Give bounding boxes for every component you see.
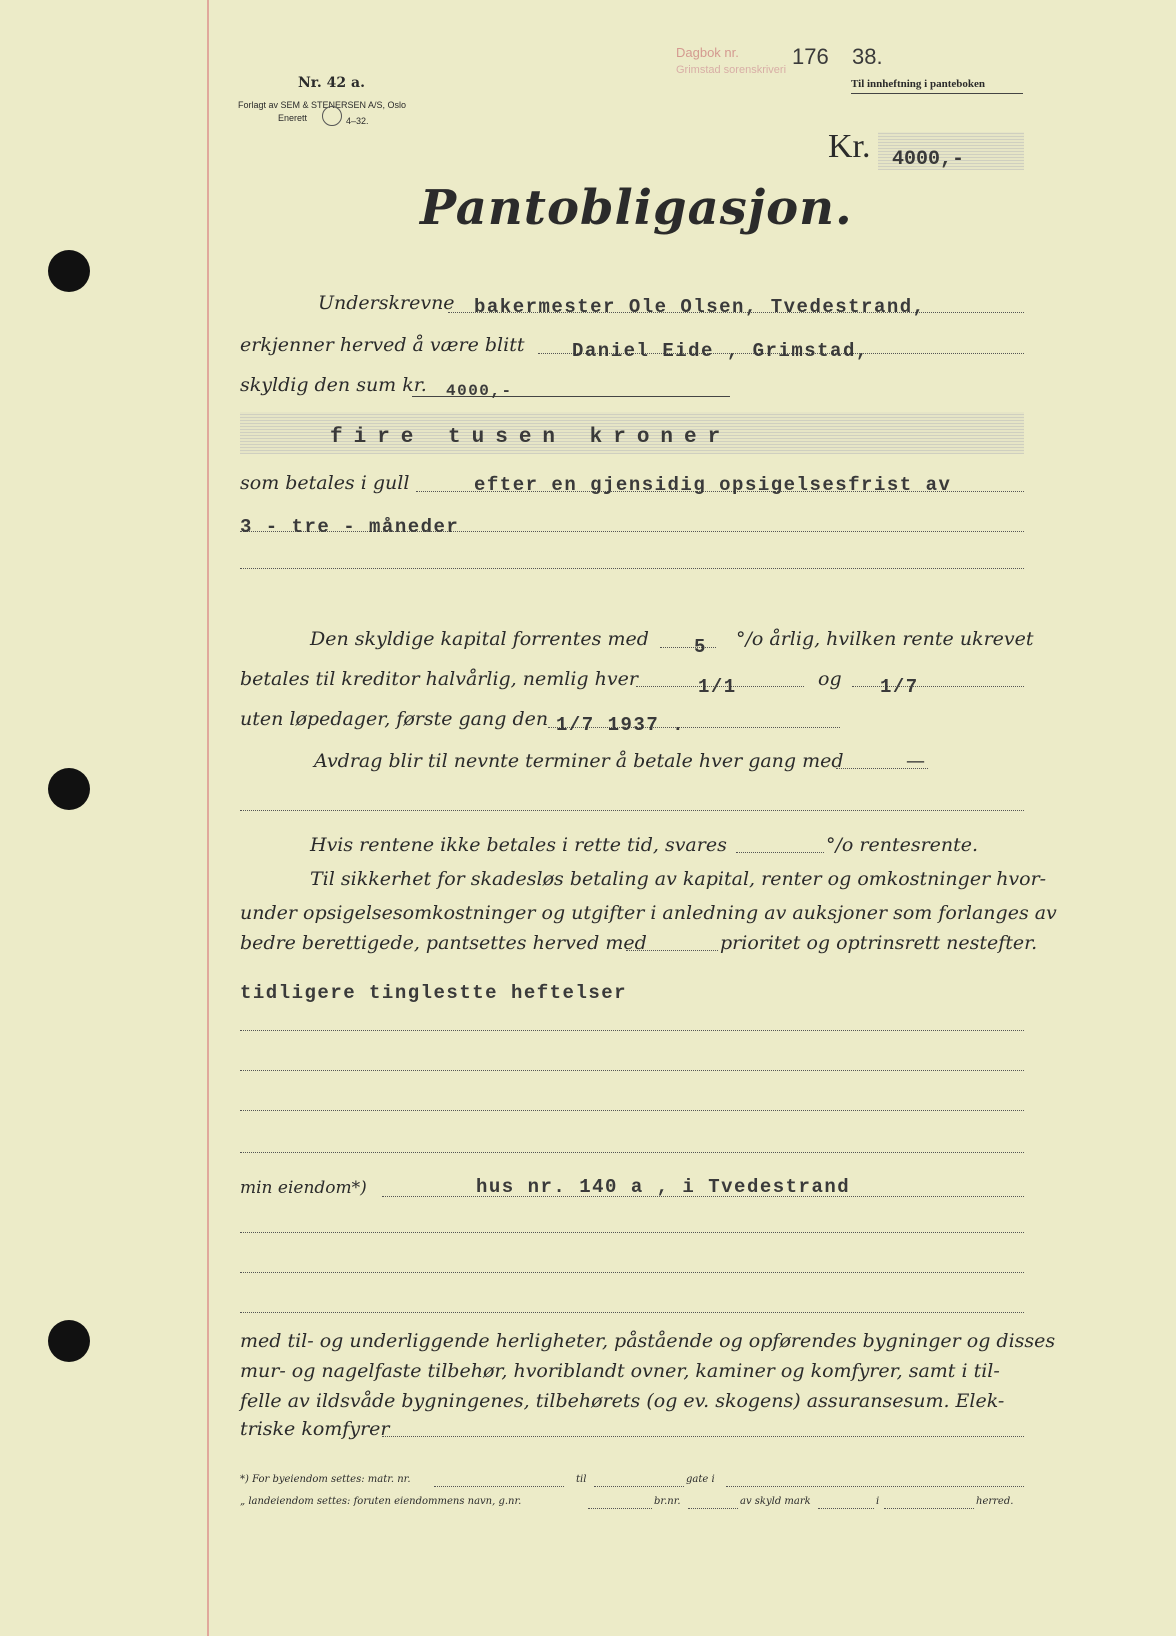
interest-date-1: 1/1 bbox=[698, 676, 737, 698]
footnote-1b: til bbox=[576, 1474, 587, 1485]
publisher-logo-icon bbox=[322, 106, 342, 126]
page-title: Pantobligasjon. bbox=[420, 180, 853, 236]
fill-line bbox=[688, 1508, 738, 1509]
payable-value-2: 3 - tre - måneder bbox=[240, 516, 460, 538]
margin-rule bbox=[207, 0, 209, 1636]
punch-hole bbox=[48, 250, 90, 292]
publisher-enerett: Enerett bbox=[278, 113, 308, 123]
fill-line bbox=[240, 1232, 1024, 1233]
footnote-2c: av skyld mark bbox=[740, 1496, 811, 1507]
sum-label: skyldig den sum kr. bbox=[240, 374, 427, 396]
fill-line bbox=[726, 1486, 1024, 1487]
fill-line bbox=[240, 568, 1024, 569]
interest-og: og bbox=[818, 668, 842, 690]
interest-rate: 5 bbox=[694, 636, 707, 658]
footnote-1c: gate i bbox=[686, 1474, 715, 1485]
fill-line bbox=[240, 1110, 1024, 1111]
late-interest-b: °/o rentesrente. bbox=[826, 834, 979, 856]
kr-amount: 4000,- bbox=[892, 148, 965, 171]
publisher-line: Forlagt av SEM & STENERSEN A/S, Oslo bbox=[238, 100, 407, 110]
doc-number: 176 bbox=[792, 44, 829, 69]
interest-line-2a: betales til kreditor halvårlig, nemlig hver bbox=[240, 668, 638, 690]
fill-line bbox=[240, 1312, 1024, 1313]
fill-line bbox=[594, 1486, 684, 1487]
prior-value: tidligere tinglestte heftelser bbox=[240, 982, 628, 1004]
footnote-2b: br.nr. bbox=[654, 1496, 681, 1507]
creditor-value: Daniel Eide , Grimstad, bbox=[572, 340, 869, 362]
undersigned-value: bakermester Ole Olsen, Tvedestrand, bbox=[474, 296, 926, 318]
form-number: Nr. 42 a. bbox=[298, 75, 365, 91]
register-note: Til innheftning i panteboken bbox=[851, 78, 985, 90]
punch-hole bbox=[48, 768, 90, 810]
interest-line-1b: °/o årlig, hvilken rente ukrevet bbox=[736, 628, 1034, 650]
stamp-dagbok: Dagbok nr. bbox=[676, 45, 739, 60]
property-label: min eiendom*) bbox=[240, 1178, 367, 1198]
acknowledge-label: erkjenner herved å være blitt bbox=[240, 334, 525, 356]
footnote-2d: i bbox=[876, 1496, 880, 1507]
closing-line-1: med til- og underliggende herligheter, påstående og opførendes bygninger og disses bbox=[240, 1330, 1056, 1352]
closing-line-3: felle av ildsvåde bygningenes, tilbehørets (og ev. skogens) assuransesum. Elek- bbox=[240, 1390, 1005, 1412]
undersigned-label: Underskrevne bbox=[318, 292, 455, 314]
fill-line bbox=[736, 852, 824, 853]
stamp-court: Grimstad sorenskriveri bbox=[676, 64, 787, 76]
installment-label: Avdrag blir til nevnte terminer å betale hver gang med bbox=[314, 750, 844, 772]
payable-value-1: efter en gjensidig opsigelsesfrist av bbox=[474, 474, 952, 496]
fill-line bbox=[240, 1030, 1024, 1031]
fill-line bbox=[852, 686, 1024, 687]
security-line-2: under opsigelsesomkostninger og utgifter i anledning av auksjoner som forlanges av bbox=[240, 902, 1057, 924]
closing-line-4: triske komfyrer bbox=[240, 1418, 390, 1440]
fill-line bbox=[884, 1508, 974, 1509]
fill-line bbox=[382, 1436, 1024, 1437]
security-line-3a: bedre berettigede, pantsettes herved med bbox=[240, 932, 647, 954]
doc-year: 38. bbox=[852, 44, 883, 69]
fill-line bbox=[240, 1272, 1024, 1273]
payable-label: som betales i gull bbox=[240, 472, 410, 494]
fill-line bbox=[240, 810, 1024, 811]
fill-line bbox=[660, 647, 716, 648]
footnote-2a: „ landeiendom settes: foruten eiendommens navn, g.nr. bbox=[240, 1496, 522, 1507]
interest-line-1a: Den skyldige kapital forrentes med bbox=[310, 628, 649, 650]
interest-date-2: 1/7 bbox=[880, 676, 919, 698]
security-line-1: Til sikkerhet for skadesløs betaling av kapital, renter og omkostninger hvor- bbox=[310, 868, 1047, 890]
sum-words: fire tusen kroner bbox=[330, 426, 732, 449]
late-interest-a: Hvis rentene ikke betales i rette tid, svares bbox=[310, 834, 727, 856]
interest-line-3a: uten løpedager, første gang den bbox=[240, 708, 549, 730]
property-value: hus nr. 140 a , i Tvedestrand bbox=[476, 1176, 851, 1198]
security-line-3b: prioritet og optrinsrett nestefter. bbox=[720, 932, 1038, 954]
fill-line bbox=[626, 950, 718, 951]
fill-line bbox=[240, 1070, 1024, 1071]
closing-line-2: mur- og nagelfaste tilbehør, hvoriblandt ovner, kaminer og komfyrer, samt i til- bbox=[240, 1360, 1000, 1382]
fill-line bbox=[434, 1486, 564, 1487]
fill-line bbox=[818, 1508, 874, 1509]
first-date: 1/7 1937 . bbox=[556, 714, 686, 736]
fill-line bbox=[588, 1508, 652, 1509]
kr-label: Kr. bbox=[828, 128, 871, 165]
footnote-1a: *) For byeiendom settes: matr. nr. bbox=[240, 1474, 411, 1485]
register-underline bbox=[851, 93, 1023, 94]
installment-value: — bbox=[906, 750, 925, 772]
fill-line bbox=[240, 1152, 1024, 1153]
footnote-2e: herred. bbox=[976, 1496, 1014, 1507]
punch-hole bbox=[48, 1320, 90, 1362]
sum-value: 4000,- bbox=[446, 382, 513, 400]
publisher-date: 4–32. bbox=[346, 116, 369, 126]
